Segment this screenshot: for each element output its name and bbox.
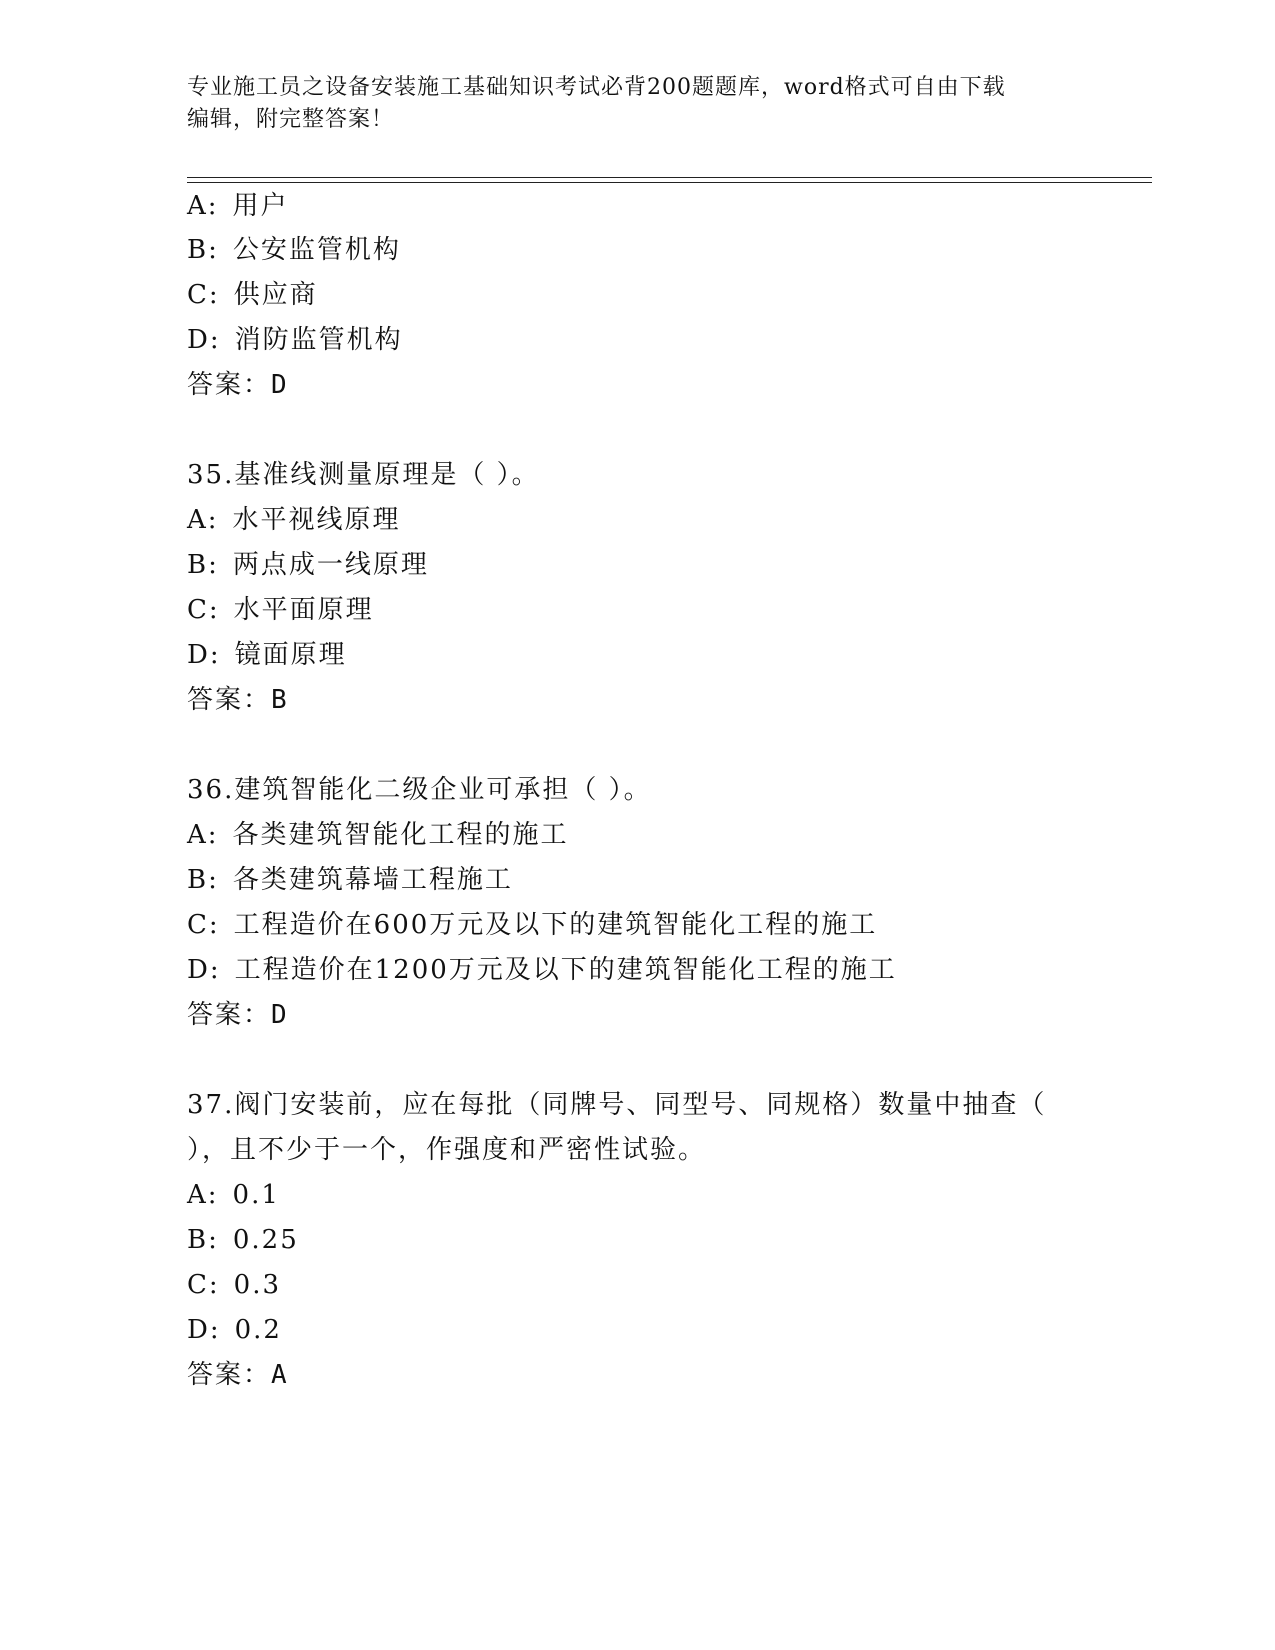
option-label: A: [187,191,219,221]
q36-option-b [187,865,513,895]
answer-label: 答案： [187,685,272,715]
option-text: 用户 [232,191,289,221]
document-header [187,72,1087,136]
option-label: D: [187,1315,221,1345]
option-label: B: [187,865,219,895]
q36-option-d [187,955,897,985]
option-text: 水平面原理 [233,595,374,625]
option-label: C: [187,595,220,625]
option-text: 各类建筑幕墙工程施工 [232,865,513,895]
answer-value: B [271,685,289,715]
option-text: 0.3 [233,1270,282,1300]
option-text: 镜面原理 [234,640,347,670]
option-text: 公安监管机构 [232,235,401,265]
prev-option-d [187,325,403,355]
q35-option-d [187,640,347,670]
option-label: C: [187,910,220,940]
q36-option-c [187,910,877,940]
option-text: 水平视线原理 [232,505,401,535]
option-text: 两点成一线原理 [232,550,429,580]
option-text: 0.25 [232,1225,299,1255]
option-label: A: [187,1180,219,1210]
q35-option-b [187,550,429,580]
q36-option-a [187,820,569,850]
q35-option-c [187,595,374,625]
option-text: 工程造价在1200万元及以下的建筑智能化工程的施工 [234,955,897,985]
option-text: 0.2 [234,1315,282,1345]
header-line-1: 专业施工员之设备安装施工基础知识考试必背200题题库，word格式可自由下载 [187,75,1006,100]
q37-stem-line-2: ），且不少于一个，作强度和严密性试验。 [187,1135,707,1165]
answer-value: D [271,1000,289,1030]
answer-label: 答案： [187,370,272,400]
q36-answer [187,1000,289,1030]
option-label: D: [187,325,221,355]
header-divider-top [187,177,1152,178]
q37-stem-line-1: 37.阀门安装前，应在每批（同牌号、同型号、同规格）数量中抽查（ [187,1090,1047,1120]
option-text: 供应商 [233,280,318,310]
q37-option-b [187,1225,299,1255]
option-label: B: [187,550,219,580]
prev-option-a [187,191,289,221]
q37-option-d [187,1315,282,1345]
q35-stem: 35.基准线测量原理是（ ）。 [187,460,540,490]
option-label: B: [187,235,219,265]
option-label: D: [187,640,221,670]
option-text: 消防监管机构 [234,325,403,355]
option-label: C: [187,280,220,310]
option-label: D: [187,955,221,985]
q37-option-c [187,1270,281,1300]
q35-answer [187,685,289,715]
answer-label: 答案： [187,1360,272,1390]
option-text: 工程造价在600万元及以下的建筑智能化工程的施工 [233,910,878,940]
option-text: 各类建筑智能化工程的施工 [232,820,569,850]
prev-option-b [187,235,401,265]
q35-option-a [187,505,401,535]
answer-value: A [271,1360,289,1390]
answer-value: D [271,370,289,400]
option-label: A: [187,505,219,535]
option-text: 0.1 [232,1180,280,1210]
prev-answer [187,370,289,400]
option-label: A: [187,820,219,850]
answer-label: 答案： [187,1000,272,1030]
q36-stem: 36.建筑智能化二级企业可承担（ ）。 [187,775,652,805]
option-label: B: [187,1225,219,1255]
option-label: C: [187,1270,220,1300]
prev-option-c [187,280,318,310]
q37-answer [187,1360,289,1390]
header-divider-bottom [187,182,1152,183]
q37-option-a [187,1180,280,1210]
header-line-2: 编辑，附完整答案！ [187,107,395,132]
